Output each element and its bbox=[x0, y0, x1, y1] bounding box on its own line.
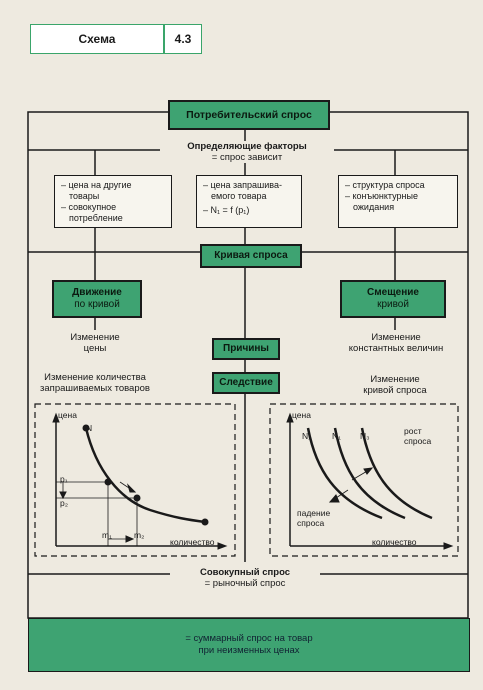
movement-effect-line1: Изменение количества bbox=[44, 372, 146, 383]
left-curve-label: N bbox=[86, 423, 93, 433]
fall-line1: падение bbox=[297, 508, 331, 518]
shift-title: Смещение bbox=[367, 287, 419, 298]
right-ylabel: цена bbox=[292, 410, 311, 420]
right-xlabel: количество bbox=[372, 537, 417, 547]
schema-title: Схема bbox=[30, 24, 164, 54]
factors-right-box bbox=[338, 175, 458, 228]
schema-number: 4.3 bbox=[164, 24, 202, 54]
factor-item: – N₁ = f (p₁) bbox=[203, 205, 250, 215]
factors-middle-box bbox=[196, 175, 302, 228]
aggregate-line2: = рыночный спрос bbox=[204, 578, 286, 589]
factor-item: – цена запрашива- bbox=[203, 180, 282, 190]
determinants-label bbox=[160, 141, 334, 163]
factor-item: потребление bbox=[69, 213, 123, 223]
left-ylabel: цена bbox=[58, 410, 77, 420]
left-p1-label: p₁ bbox=[60, 474, 68, 484]
demand-curve-box: Кривая спроса bbox=[200, 244, 302, 268]
right-n3-label: N₃ bbox=[360, 431, 370, 441]
graph-left bbox=[53, 414, 226, 549]
right-n1-label: N₁ bbox=[332, 431, 342, 441]
rise-line1: рост bbox=[404, 426, 422, 436]
consumer-demand-box: Потребительский спрос bbox=[168, 100, 330, 130]
curve-n2 bbox=[308, 428, 382, 518]
left-xlabel: количество bbox=[170, 537, 215, 547]
factors-left-box bbox=[54, 175, 172, 228]
factor-item: – структура спроса bbox=[345, 180, 425, 190]
movement-cause bbox=[45, 332, 145, 354]
determinants-line2: = спрос зависит bbox=[211, 152, 283, 163]
shift-cause bbox=[330, 332, 462, 354]
shift-cause-line1: Изменение bbox=[371, 332, 421, 343]
aggregate-demand bbox=[170, 567, 320, 589]
consequence-box: Следствие bbox=[212, 372, 280, 394]
factor-item: ожидания bbox=[353, 202, 395, 212]
movement-cause-line2: цены bbox=[83, 343, 107, 354]
movement-effect-line2: запрашиваемых товаров bbox=[40, 383, 150, 394]
movement-effect bbox=[30, 372, 160, 394]
right-rise-label bbox=[404, 426, 431, 446]
causes-box: Причины bbox=[212, 338, 280, 360]
bottom-line2: при неизменных ценах bbox=[198, 645, 300, 656]
bottom-summary-band bbox=[28, 618, 470, 672]
rise-line2: спроса bbox=[404, 436, 432, 446]
determinants-line1: Определяющие факторы bbox=[187, 141, 307, 152]
left-p2-label: p₂ bbox=[60, 498, 69, 508]
shift-cause-line2: константных величин bbox=[348, 343, 444, 354]
demand-curve bbox=[86, 428, 205, 522]
movement-cause-line1: Изменение bbox=[70, 332, 120, 343]
movement-box bbox=[52, 280, 142, 318]
right-n2-label: N₂ bbox=[302, 431, 312, 441]
factor-item: товары bbox=[69, 191, 100, 201]
left-m2-label: m₂ bbox=[134, 530, 145, 540]
curve-point-p1 bbox=[105, 479, 112, 486]
movement-title: Движение bbox=[72, 287, 122, 298]
left-m1-label: m₁ bbox=[102, 530, 112, 540]
shift-subtitle: кривой bbox=[377, 299, 409, 310]
shift-effect bbox=[340, 374, 450, 396]
shift-effect-line2: кривой спроса bbox=[363, 385, 427, 396]
curve-point-p2 bbox=[134, 495, 141, 502]
factor-item: – конъюнктурные bbox=[345, 191, 418, 201]
bottom-line1: = суммарный спрос на товар bbox=[185, 633, 313, 644]
fall-line2: спроса bbox=[297, 518, 325, 528]
aggregate-line1: Совокупный спрос bbox=[199, 567, 291, 578]
factor-item: емого товара bbox=[211, 191, 267, 201]
factor-item: – совокупное bbox=[61, 202, 117, 212]
curve-point-end bbox=[202, 519, 209, 526]
shift-effect-line1: Изменение bbox=[370, 374, 420, 385]
right-fall-label bbox=[297, 508, 330, 528]
curve-n1 bbox=[335, 428, 405, 518]
movement-subtitle: по кривой bbox=[74, 299, 120, 310]
shift-box bbox=[340, 280, 446, 318]
factor-item: – цена на другие bbox=[61, 180, 132, 190]
